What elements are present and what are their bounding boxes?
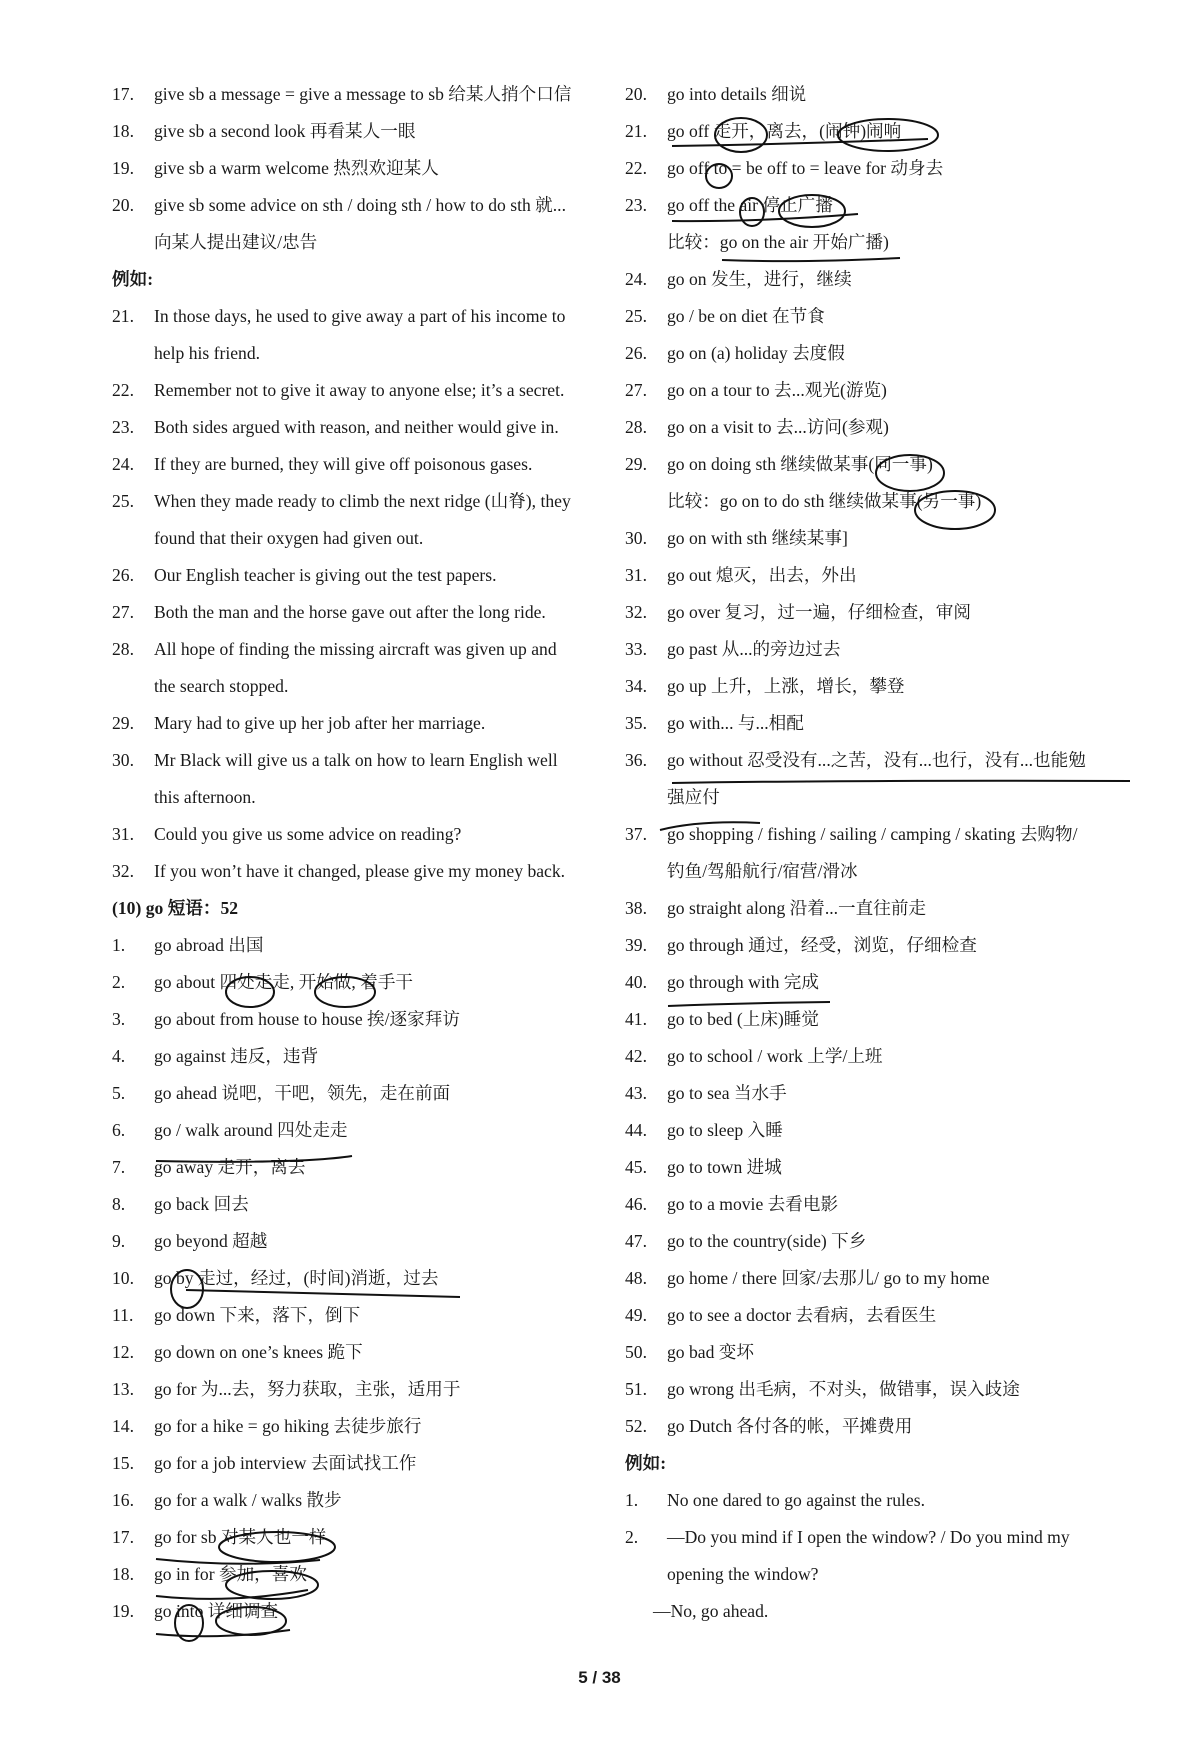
list-item <box>625 816 1115 853</box>
section-heading-text: (10) go 短语：52 <box>112 898 239 918</box>
item-number: 34. <box>625 676 647 696</box>
item-number: 15. <box>112 1453 134 1473</box>
item-text: go over 复习，过一遍，仔细检查，审阅 <box>667 602 971 622</box>
item-text: When they made ready to climb the next ridge (山脊), they <box>154 491 571 511</box>
list-item <box>112 853 597 890</box>
item-text: go on with sth 继续某事] <box>667 528 848 548</box>
item-number: 25. <box>112 491 134 511</box>
item-text: Could you give us some advice on reading? <box>154 824 462 844</box>
item-number: 20. <box>625 84 647 104</box>
item-text: go on doing sth 继续做某事(同一事) <box>667 454 933 474</box>
list-item <box>112 298 597 335</box>
list-item <box>625 890 1115 927</box>
item-number: 30. <box>625 528 647 548</box>
item-number: 29. <box>625 454 647 474</box>
list-item <box>625 1408 1115 1445</box>
list-item <box>625 520 1115 557</box>
item-text: 向某人提出建议/忠告 <box>154 232 318 252</box>
list-item <box>625 779 1115 816</box>
list-item <box>112 1519 597 1556</box>
list-item <box>625 113 1115 150</box>
item-number: 46. <box>625 1194 647 1214</box>
item-number: 30. <box>112 750 134 770</box>
item-text: go for a walk / walks 散步 <box>154 1490 342 1510</box>
right-column <box>625 76 1115 1630</box>
list-item <box>625 335 1115 372</box>
item-text: go to town 进城 <box>667 1157 782 1177</box>
item-text: go through with 完成 <box>667 972 819 992</box>
list-item <box>112 1408 597 1445</box>
item-number: 28. <box>112 639 134 659</box>
item-number: 32. <box>625 602 647 622</box>
item-number: 18. <box>112 121 134 141</box>
item-number: 21. <box>112 306 134 326</box>
item-text: go into details 细说 <box>667 84 807 104</box>
item-text: help his friend. <box>154 343 261 363</box>
list-item <box>112 1075 597 1112</box>
item-text: All hope of finding the missing aircraft was given up and <box>154 639 557 659</box>
item-text: go shopping / fishing / sailing / camping / skating 去购物/ <box>667 824 1078 844</box>
item-text: go off 走开，离去，(闹钟)闹响 <box>667 121 902 141</box>
item-number: 48. <box>625 1268 647 1288</box>
item-text: give sb a warm welcome 热烈欢迎某人 <box>154 158 439 178</box>
item-text: give sb some advice on sth / doing sth / how to do sth 就... <box>154 195 566 215</box>
list-item <box>112 187 597 224</box>
item-number: 12. <box>112 1342 134 1362</box>
list-item <box>625 631 1115 668</box>
list-item <box>112 1038 597 1075</box>
list-item <box>625 705 1115 742</box>
item-number: 2. <box>625 1527 639 1547</box>
item-text: If you won’t have it changed, please give my money back. <box>154 861 566 881</box>
item-number: 27. <box>625 380 647 400</box>
item-number: 19. <box>112 158 134 178</box>
list-item <box>625 1186 1115 1223</box>
item-text: go to sea 当水手 <box>667 1083 787 1103</box>
item-text: go on 发生，进行，继续 <box>667 269 852 289</box>
item-number: 37. <box>625 824 647 844</box>
list-item <box>112 520 597 557</box>
example-label <box>625 1445 1115 1482</box>
item-text: go beyond 超越 <box>154 1231 268 1251</box>
item-text: —No, go ahead. <box>653 1601 769 1621</box>
list-item <box>112 1445 597 1482</box>
item-number: 1. <box>625 1490 639 1510</box>
list-item <box>112 927 597 964</box>
list-item <box>625 1593 1115 1630</box>
item-number: 41. <box>625 1009 647 1029</box>
item-text: give sb a message = give a message to sb 给某人捎个口信 <box>154 84 572 104</box>
item-number: 18. <box>112 1564 134 1584</box>
item-text: go off the air 停止广播 <box>667 195 833 215</box>
item-number: 22. <box>112 380 134 400</box>
list-item <box>625 927 1115 964</box>
list-item <box>625 1519 1115 1556</box>
list-item <box>112 335 597 372</box>
item-number: 16. <box>112 1490 134 1510</box>
item-number: 9. <box>112 1231 126 1251</box>
item-number: 2. <box>112 972 126 992</box>
list-item <box>625 594 1115 631</box>
list-item <box>112 1334 597 1371</box>
list-item <box>625 1371 1115 1408</box>
item-number: 23. <box>625 195 647 215</box>
item-text: go for a hike = go hiking 去徒步旅行 <box>154 1416 422 1436</box>
item-text: If they are burned, they will give off poisonous gases. <box>154 454 533 474</box>
item-text: —Do you mind if I open the window? / Do you mind my <box>667 1527 1070 1547</box>
list-item <box>625 1482 1115 1519</box>
item-text: go / walk around 四处走走 <box>154 1120 348 1140</box>
item-number: 21. <box>625 121 647 141</box>
list-item <box>625 1556 1115 1593</box>
list-item <box>112 1112 597 1149</box>
item-number: 17. <box>112 1527 134 1547</box>
item-text: go into 详细调查 <box>154 1601 279 1621</box>
item-text: 比较：go on the air 开始广播) <box>667 232 889 252</box>
example-label <box>112 261 597 298</box>
list-item <box>112 631 597 668</box>
item-text: go / be on diet 在节食 <box>667 306 825 326</box>
list-item <box>625 668 1115 705</box>
item-text: this afternoon. <box>154 787 256 807</box>
item-number: 25. <box>625 306 647 326</box>
list-item <box>625 1112 1115 1149</box>
list-item <box>625 1334 1115 1371</box>
item-text: go on (a) holiday 去度假 <box>667 343 845 363</box>
item-text: Mr Black will give us a talk on how to learn English well <box>154 750 558 770</box>
list-item <box>625 742 1115 779</box>
list-item <box>112 557 597 594</box>
item-text: go for 为...去，努力获取，主张，适用于 <box>154 1379 461 1399</box>
item-number: 28. <box>625 417 647 437</box>
item-text: go abroad 出国 <box>154 935 264 955</box>
item-number: 14. <box>112 1416 134 1436</box>
item-text: go down 下来，落下，倒下 <box>154 1305 361 1325</box>
item-text: go in for 参加，喜欢 <box>154 1564 307 1584</box>
item-text: 比较：go on to do sth 继续做某事(另一事) <box>667 491 982 511</box>
item-text: Mary had to give up her job after her marriage. <box>154 713 486 733</box>
list-item <box>112 224 597 261</box>
list-item <box>112 409 597 446</box>
list-item <box>112 742 597 779</box>
item-text: 强应付 <box>667 787 720 807</box>
item-text: go out 熄灭，出去，外出 <box>667 565 857 585</box>
item-number: 35. <box>625 713 647 733</box>
item-text: go past 从...的旁边过去 <box>667 639 841 659</box>
item-text: go off to = be off to = leave for 动身去 <box>667 158 944 178</box>
example-label-text: 例如: <box>112 269 154 289</box>
item-text: go straight along 沿着...一直往前走 <box>667 898 927 918</box>
item-number: 10. <box>112 1268 134 1288</box>
list-item <box>112 483 597 520</box>
item-number: 8. <box>112 1194 126 1214</box>
item-text: go with... 与...相配 <box>667 713 804 733</box>
item-text: In those days, he used to give away a part of his income to <box>154 306 566 326</box>
item-number: 40. <box>625 972 647 992</box>
list-item <box>112 1297 597 1334</box>
item-text: go for a job interview 去面试找工作 <box>154 1453 417 1473</box>
list-item <box>625 409 1115 446</box>
item-text: go without 忍受没有...之苦，没有...也行，没有...也能勉 <box>667 750 1086 770</box>
page-number: 5 / 38 <box>578 1668 621 1687</box>
item-number: 32. <box>112 861 134 881</box>
item-text: No one dared to go against the rules. <box>667 1490 925 1510</box>
item-number: 6. <box>112 1120 126 1140</box>
list-item <box>625 1038 1115 1075</box>
list-item <box>625 1297 1115 1334</box>
item-number: 29. <box>112 713 134 733</box>
item-number: 44. <box>625 1120 647 1140</box>
item-number: 19. <box>112 1601 134 1621</box>
item-text: go to see a doctor 去看病，去看医生 <box>667 1305 937 1325</box>
example-label-text: 例如: <box>625 1453 667 1473</box>
list-item <box>625 372 1115 409</box>
item-number: 39. <box>625 935 647 955</box>
item-text: go ahead 说吧，干吧，领先，走在前面 <box>154 1083 451 1103</box>
item-number: 31. <box>112 824 134 844</box>
item-text: go on a tour to 去...观光(游览) <box>667 380 887 400</box>
item-number: 49. <box>625 1305 647 1325</box>
item-text: go against 违反，违背 <box>154 1046 319 1066</box>
list-item <box>625 483 1115 520</box>
item-number: 38. <box>625 898 647 918</box>
item-text: go to the country(side) 下乡 <box>667 1231 867 1251</box>
item-text: Both the man and the horse gave out after the long ride. <box>154 602 546 622</box>
item-text: go to sleep 入睡 <box>667 1120 783 1140</box>
item-text: go back 回去 <box>154 1194 249 1214</box>
list-item <box>112 705 597 742</box>
item-number: 33. <box>625 639 647 659</box>
item-text: go by 走过，经过，(时间)消逝，过去 <box>154 1268 439 1288</box>
item-text: give sb a second look 再看某人一眼 <box>154 121 416 141</box>
item-number: 43. <box>625 1083 647 1103</box>
list-item <box>625 298 1115 335</box>
item-number: 50. <box>625 1342 647 1362</box>
item-number: 20. <box>112 195 134 215</box>
item-text: go wrong 出毛病，不对头，做错事，误入歧途 <box>667 1379 1020 1399</box>
list-item <box>112 1186 597 1223</box>
item-text: go up 上升，上涨，增长，攀登 <box>667 676 905 696</box>
list-item <box>112 372 597 409</box>
item-number: 17. <box>112 84 134 104</box>
list-item <box>112 1593 597 1630</box>
list-item <box>112 1149 597 1186</box>
item-number: 4. <box>112 1046 126 1066</box>
list-item <box>625 1001 1115 1038</box>
item-number: 22. <box>625 158 647 178</box>
item-number: 26. <box>625 343 647 363</box>
item-number: 42. <box>625 1046 647 1066</box>
item-text: go to a movie 去看电影 <box>667 1194 839 1214</box>
item-number: 47. <box>625 1231 647 1251</box>
list-item <box>112 113 597 150</box>
list-item <box>112 1371 597 1408</box>
item-number: 31. <box>625 565 647 585</box>
item-number: 11. <box>112 1305 134 1325</box>
item-number: 7. <box>112 1157 126 1177</box>
item-number: 36. <box>625 750 647 770</box>
item-number: 24. <box>625 269 647 289</box>
item-number: 27. <box>112 602 134 622</box>
item-text: found that their oxygen had given out. <box>154 528 424 548</box>
item-text: opening the window? <box>667 1564 819 1584</box>
section-heading <box>112 890 597 927</box>
item-number: 1. <box>112 935 126 955</box>
item-text: go on a visit to 去...访问(参观) <box>667 417 889 437</box>
item-text: 钓鱼/驾船航行/宿营/滑冰 <box>667 861 858 881</box>
item-text: go bad 变坏 <box>667 1342 754 1362</box>
list-item <box>625 1149 1115 1186</box>
item-number: 26. <box>112 565 134 585</box>
list-item <box>112 446 597 483</box>
item-text: go home / there 回家/去那儿/ go to my home <box>667 1268 990 1288</box>
item-text: go Dutch 各付各的帐，平摊费用 <box>667 1416 913 1436</box>
list-item <box>112 1001 597 1038</box>
item-number: 24. <box>112 454 134 474</box>
list-item <box>625 150 1115 187</box>
item-text: go to school / work 上学/上班 <box>667 1046 883 1066</box>
item-text: go away 走开，离去 <box>154 1157 306 1177</box>
item-number: 52. <box>625 1416 647 1436</box>
item-text: go to bed (上床)睡觉 <box>667 1009 819 1029</box>
list-item <box>112 816 597 853</box>
item-text: go down on one’s knees 跪下 <box>154 1342 363 1362</box>
item-text: go for sb 对某人也一样 <box>154 1527 327 1547</box>
item-number: 5. <box>112 1083 126 1103</box>
list-item <box>625 557 1115 594</box>
list-item <box>112 594 597 631</box>
item-text: go about 四处走走, 开始做, 着手干 <box>154 972 414 992</box>
item-text: Both sides argued with reason, and neither would give in. <box>154 417 559 437</box>
list-item <box>625 1260 1115 1297</box>
list-item <box>112 779 597 816</box>
list-item <box>625 224 1115 261</box>
list-item <box>112 1223 597 1260</box>
list-item <box>112 150 597 187</box>
item-number: 51. <box>625 1379 647 1399</box>
item-number: 13. <box>112 1379 134 1399</box>
item-text: go through 通过，经受，浏览，仔细检查 <box>667 935 977 955</box>
list-item <box>625 187 1115 224</box>
item-number: 45. <box>625 1157 647 1177</box>
list-item <box>112 964 597 1001</box>
list-item <box>112 1482 597 1519</box>
list-item <box>112 76 597 113</box>
list-item <box>112 1260 597 1297</box>
list-item <box>625 446 1115 483</box>
list-item <box>112 668 597 705</box>
list-item <box>625 853 1115 890</box>
item-text: Remember not to give it away to anyone else; it’s a secret. <box>154 380 565 400</box>
list-item <box>625 964 1115 1001</box>
item-number: 23. <box>112 417 134 437</box>
list-item <box>625 76 1115 113</box>
list-item <box>625 1223 1115 1260</box>
list-item <box>625 1075 1115 1112</box>
item-text: go about from house to house 挨/逐家拜访 <box>154 1009 460 1029</box>
item-number: 3. <box>112 1009 126 1029</box>
list-item <box>112 1556 597 1593</box>
item-text: Our English teacher is giving out the test papers. <box>154 565 497 585</box>
left-column <box>112 76 597 1630</box>
list-item <box>625 261 1115 298</box>
item-text: the search stopped. <box>154 676 289 696</box>
